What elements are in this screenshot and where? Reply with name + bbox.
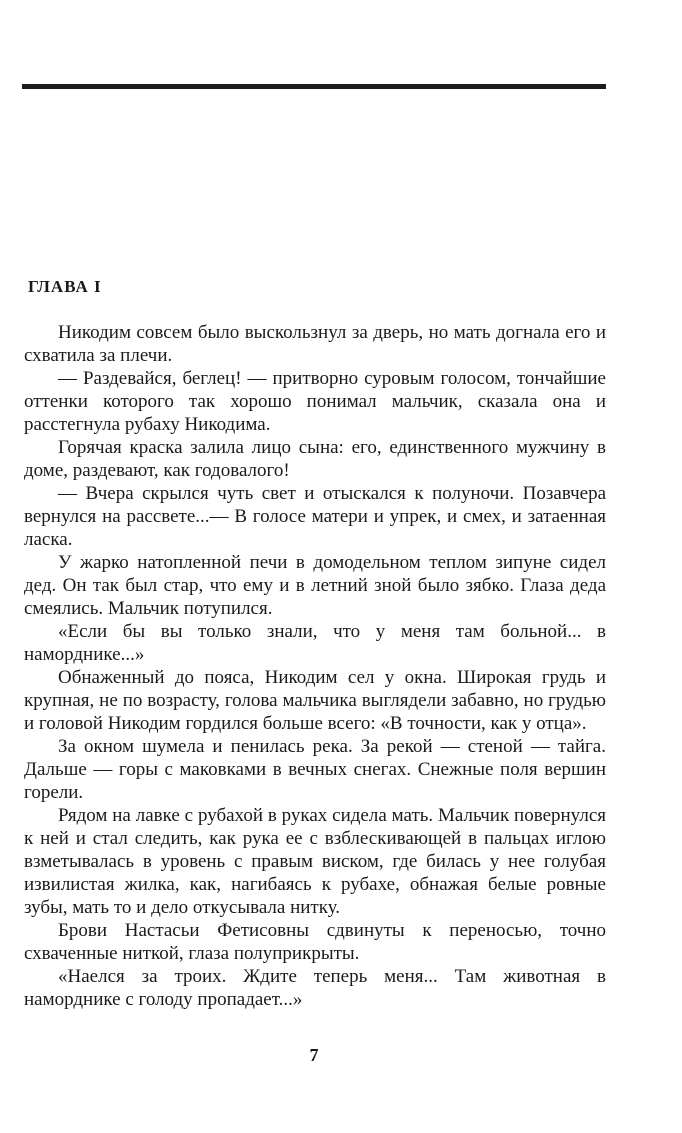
paragraph: Обнаженный до пояса, Никодим сел у окна. Широкая грудь и крупная, не по возрасту, голова мальчика выглядели забавно, но грудью и головой Никодим гордился больше всего: «В точности, как у отца». [24, 667, 606, 734]
paragraph: У жарко натопленной печи в домодельном теплом зипуне сидел дед. Он так был стар, что ему и в летний зной было зябко. Глаза деда смеялись. Мальчик потупился. [24, 552, 606, 619]
paragraph: За окном шумела и пенилась река. За рекой — стеной — тайга. Дальше — горы с маковками в вечных снегах. Снежные поля вершин горели. [24, 736, 606, 803]
paragraph: «Наелся за троих. Ждите теперь меня... Там животная в наморднике с голоду пропадает...» [24, 966, 606, 1010]
paragraph: — Раздевайся, беглец! — притворно суровым голосом, тончайшие оттенки которого так хорошо понимал мальчик, сказала она и расстегнула рубаху Никодима. [24, 368, 606, 435]
paragraph: Рядом на лавке с рубахой в руках сидела мать. Мальчик повернулся к ней и стал следить, как рука ее с взблескивающей в пальцах иглою взметывалась в уровень с правым виском, где билась у нее голубая извилистая жилка, как, нагибаясь к рубахе, обнажая белые ровные зубы, мать то и дело откусывала нитку. [24, 805, 606, 918]
paragraph: Брови Настасьи Фетисовны сдвинуты к переносью, точно схваченные ниткой, глаза полуприкрыты. [24, 920, 606, 964]
paragraph: Горячая краска залила лицо сына: его, единственного мужчину в доме, раздевают, как годовалого! [24, 437, 606, 481]
page-number: 7 [309, 1045, 319, 1065]
chapter-text [24, 321, 606, 1011]
paragraph: Никодим совсем было выскользнул за дверь, но мать догнала его и схватила за плечи. [24, 322, 606, 366]
paragraph: — Вчера скрылся чуть свет и отыскался к полуночи. Позавчера вернулся на рассвете...— В голосе матери и упрек, и смех, и затаенная ласка. [24, 483, 606, 550]
chapter-heading: ГЛАВА I [28, 277, 102, 296]
top-rule-divider [22, 84, 606, 89]
paragraph: «Если бы вы только знали, что у меня там больной... в наморднике...» [24, 621, 606, 665]
